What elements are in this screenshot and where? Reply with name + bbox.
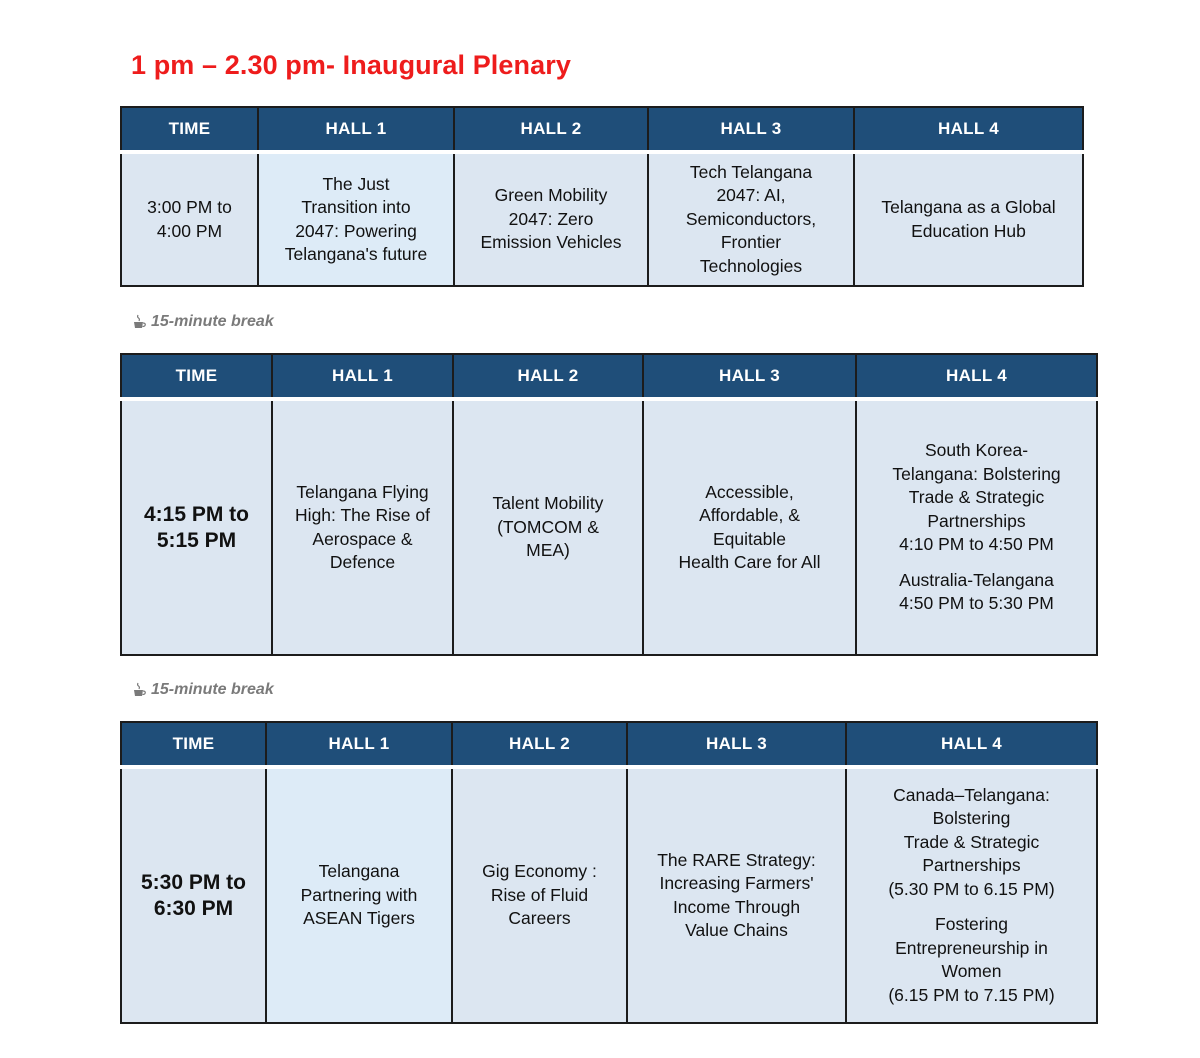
session-line: Gig Economy : bbox=[482, 861, 597, 882]
hall-2-session bbox=[452, 767, 627, 1023]
time-cell bbox=[121, 767, 266, 1023]
header-hall-3: HALL 3 bbox=[643, 354, 856, 399]
break-note bbox=[132, 681, 274, 699]
table-row bbox=[121, 152, 1083, 286]
schedule-table-1 bbox=[120, 106, 1084, 287]
spacer bbox=[863, 557, 1090, 569]
spacer bbox=[853, 901, 1090, 913]
schedule-table-3 bbox=[120, 721, 1098, 1024]
table-row bbox=[121, 399, 1097, 655]
hall-1-session bbox=[266, 767, 452, 1023]
header-hall-1: HALL 1 bbox=[266, 722, 452, 767]
session-line: Telangana's future bbox=[284, 244, 428, 264]
time-line: 5:30 PM to bbox=[140, 870, 247, 894]
hall-2-session bbox=[454, 152, 648, 286]
session-line: High: The Rise of bbox=[295, 505, 430, 525]
session-line: Trade & Strategic bbox=[908, 487, 1045, 508]
session-line: (TOMCOM & bbox=[497, 516, 599, 537]
session-line: Entrepreneurship in bbox=[895, 937, 1048, 958]
hall-3-session bbox=[643, 399, 856, 655]
session-time: (6.15 PM to 7.15 PM) bbox=[888, 984, 1055, 1005]
page-title: 1 pm – 2.30 pm- Inaugural Plenary bbox=[131, 50, 571, 80]
session-line: Emission Vehicles bbox=[480, 232, 622, 253]
session-line: Partnerships bbox=[922, 855, 1021, 876]
session-line: Health Care for All bbox=[678, 552, 821, 572]
session-time: (5.30 PM to 6.15 PM) bbox=[888, 878, 1055, 899]
session-line: 2047: AI, bbox=[716, 185, 786, 206]
session-line: Income Through bbox=[672, 896, 801, 917]
header-hall-2: HALL 2 bbox=[452, 722, 627, 767]
session-line: Semiconductors, bbox=[685, 208, 817, 229]
session-line: Education Hub bbox=[911, 220, 1026, 241]
session-line: Value Chains bbox=[685, 920, 788, 940]
header-time: TIME bbox=[121, 107, 258, 152]
session-line: Careers bbox=[508, 908, 571, 929]
session-line: Telangana as a Global bbox=[881, 197, 1056, 217]
session-line: 2047: Zero bbox=[508, 208, 594, 229]
session-line: Equitable bbox=[713, 528, 786, 549]
session-line: Telangana: Bolstering bbox=[892, 463, 1061, 484]
header-hall-1: HALL 1 bbox=[258, 107, 454, 152]
session-line: Transition into bbox=[301, 197, 411, 217]
session-line: Bolstering bbox=[932, 808, 1011, 829]
break-label: 15-minute break bbox=[151, 313, 274, 330]
time-line: 5:15 PM bbox=[156, 528, 237, 552]
time-line: 4:00 PM bbox=[156, 220, 223, 241]
header-hall-4: HALL 4 bbox=[854, 107, 1083, 152]
header-hall-2: HALL 2 bbox=[453, 354, 643, 399]
header-time: TIME bbox=[121, 722, 266, 767]
session-line: Fostering bbox=[935, 914, 1008, 935]
header-time: TIME bbox=[121, 354, 272, 399]
session-line: Australia-Telangana bbox=[899, 569, 1054, 590]
session-line: Trade & Strategic bbox=[903, 831, 1040, 852]
session-line: Technologies bbox=[699, 255, 803, 276]
hall-2-session bbox=[453, 399, 643, 655]
coffee-cup-icon bbox=[132, 314, 148, 330]
hall-3-session bbox=[648, 152, 854, 286]
session-line: Defence bbox=[329, 552, 396, 572]
session-line: ASEAN Tigers bbox=[303, 908, 415, 929]
session-line: The RARE Strategy: bbox=[657, 849, 816, 870]
time-line: 6:30 PM bbox=[153, 896, 234, 920]
table-header-row bbox=[121, 107, 1083, 152]
session-line: MEA) bbox=[526, 540, 570, 561]
header-hall-2: HALL 2 bbox=[454, 107, 648, 152]
hall-4-session bbox=[856, 399, 1097, 655]
hall-4-session bbox=[846, 767, 1097, 1023]
coffee-cup-icon bbox=[132, 682, 148, 698]
table-row bbox=[121, 767, 1097, 1023]
session-line: Accessible, bbox=[705, 481, 794, 502]
session-line: Women bbox=[941, 961, 1002, 982]
session-line: 2047: Powering bbox=[295, 220, 417, 241]
hall-1-session bbox=[258, 152, 454, 286]
session-line: Increasing Farmers' bbox=[659, 873, 814, 893]
session-time: 4:10 PM to 4:50 PM bbox=[899, 534, 1054, 555]
table-header-row bbox=[121, 354, 1097, 399]
header-hall-4: HALL 4 bbox=[846, 722, 1097, 767]
time-line: 3:00 PM to bbox=[147, 197, 232, 217]
session-line: Canada–Telangana: bbox=[893, 784, 1050, 805]
session-line: Talent Mobility bbox=[492, 493, 604, 514]
hall-4-session bbox=[854, 152, 1083, 286]
header-hall-1: HALL 1 bbox=[272, 354, 453, 399]
header-hall-4: HALL 4 bbox=[856, 354, 1097, 399]
header-hall-3: HALL 3 bbox=[648, 107, 854, 152]
session-line: Green Mobility bbox=[494, 185, 608, 206]
table-header-row bbox=[121, 722, 1097, 767]
session-line: Rise of Fluid bbox=[490, 884, 589, 905]
time-cell bbox=[121, 399, 272, 655]
session-line: Telangana bbox=[318, 861, 400, 882]
session-line: Frontier bbox=[720, 232, 782, 253]
session-line: Partnerships bbox=[927, 510, 1026, 531]
session-line: Tech Telangana bbox=[689, 161, 813, 182]
session-line: Partnering with bbox=[300, 884, 418, 905]
time-cell bbox=[121, 152, 258, 286]
break-label: 15-minute break bbox=[151, 681, 274, 698]
hall-1-session bbox=[272, 399, 453, 655]
hall-3-session bbox=[627, 767, 846, 1023]
schedule-table-2 bbox=[120, 353, 1098, 656]
break-note bbox=[132, 313, 274, 331]
time-line: 4:15 PM to bbox=[143, 502, 250, 526]
header-hall-3: HALL 3 bbox=[627, 722, 846, 767]
session-time: 4:50 PM to 5:30 PM bbox=[899, 593, 1054, 614]
session-line: South Korea- bbox=[924, 440, 1029, 461]
session-line: The Just bbox=[322, 173, 390, 194]
session-line: Aerospace & bbox=[312, 528, 413, 549]
session-line: Affordable, & bbox=[699, 505, 800, 525]
session-line: Telangana Flying bbox=[296, 481, 429, 502]
